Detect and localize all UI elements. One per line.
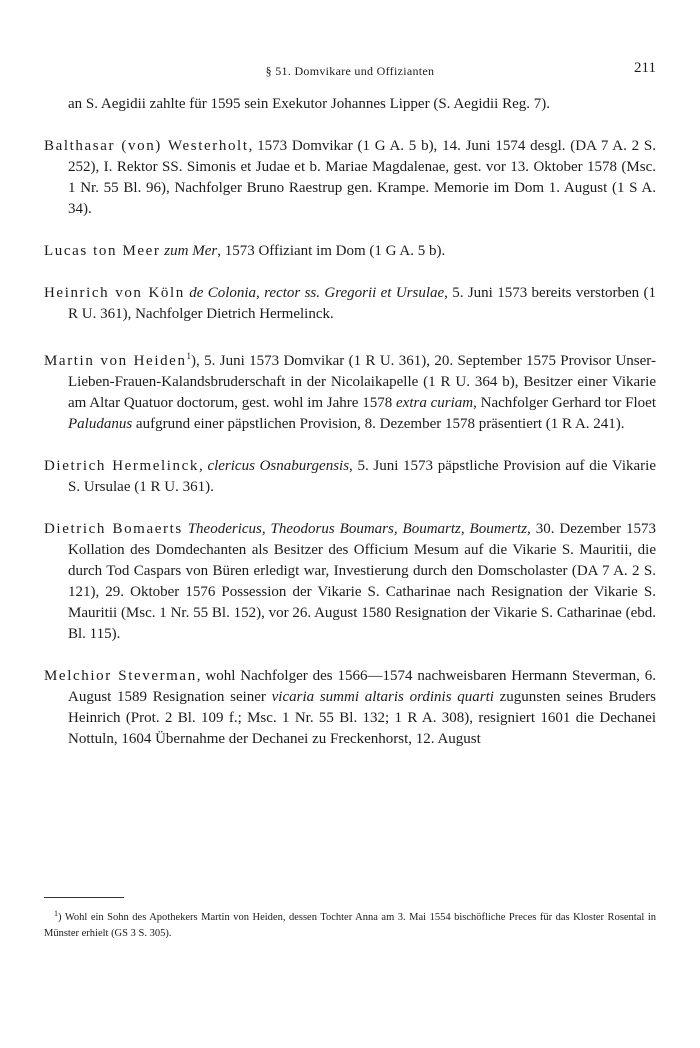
entry-text: , 30. Dezember 1573 Kollation des Domdechanten als Besitzer des Officium Mesum auf die Vikarie S. Mauritii, die durch Tod Caspars von Büren erledigt war, Investierung durch den Domscholaster (DA 7 A. 2 S. 121), 29. Oktober 1576 Possession der Vikarie S. Catharinae nach Resignation der Vikarie S. Mauritii (Msc. 1 Nr. 55 Bl. 152), vor 26. August 1580 Resignation der Vikarie S. Catharinae (ebd. Bl. 115). [68,521,656,642]
entry-name: Lucas ton Meer [44,243,161,259]
entry-text: , wohl Nachfolger des 1566—1574 nachweisbaren Hermann Steverman, 6. August 1589 Resignation seiner [68,668,656,705]
entry-text: an S. Aegidii zahlte für 1595 sein Exekutor Johannes Lipper (S. Aegidii Reg. 7). [68,96,550,112]
entry-italic: extra curiam [396,395,474,411]
entry-italic: zum Mer [164,243,218,259]
entry-name: Heinrich von Köln [44,285,185,301]
entry-name: Martin von Heiden [44,353,187,369]
footnote [44,906,656,942]
footnote-reference: 1 [186,351,192,361]
entry-text: , 1573 Offiziant im Dom (1 G A. 5 b). [217,243,446,259]
document-page [44,0,656,1048]
entry-hermelinck [44,456,656,498]
entry-westerholt [44,136,656,220]
entry-italic: vicaria summi altaris ordinis quarti [271,689,494,705]
page-number: 211 [634,60,656,76]
entry-italic: clericus Osnaburgensis [207,458,350,474]
running-head [44,60,656,82]
entry-steverman [44,666,656,750]
entry-bomaerts [44,519,656,645]
running-title: § 51. Domvikare und Offizianten [265,64,435,78]
entry-text: ), 5. Juni 1573 Domvikar (1 R U. 361), 20. September 1575 Provisor Unser-Lieben-Frauen-Kalandsbruderschaft in der Nicolaikapelle (1 R U. 364 b), Besitzer einer Vikarie am Altar Quatuor doctorum, gest. wohl im Jahre 1578 [68,353,656,411]
body-text [44,94,656,771]
entry-italic: Theodericus, Theodorus Boumars, Boumartz, Boumertz [187,521,528,537]
entry-name: Dietrich Hermelinck [44,458,200,474]
footnote-divider [44,897,124,898]
entry-text: , [199,458,208,474]
entry-text: , 1573 Domvikar (1 G A. 5 b), 14. Juni 1574 desgl. (DA 7 A. 2 S. 252), I. Rektor SS. Simonis et Judae et b. Mariae Magdalenae, gest. vor 13. Oktober 1578 (Msc. 1 Nr. 55 Bl. 96), Nachfolger Bruno Raestrup gen. Krampe. Memorie im Dom 1. August (1 S A. 34). [68,138,656,217]
entry-text: , 5. Juni 1573 bereits verstorben (1 R U. 361), Nachfolger Dietrich Hermelinck. [68,285,657,322]
entry-text: aufgrund einer päpstlichen Provision, 8. Dezember 1578 präsentiert (1 R A. 241). [132,416,625,432]
entry-italic: de Colonia, rector ss. Gregorii et Ursulae [189,285,445,301]
entry-text: , 5. Juni 1573 päpstliche Provision auf die Vikarie S. Ursulae (1 R U. 361). [68,458,656,495]
entry-name: Melchior Steverman [44,668,197,684]
entry-heiden [44,346,656,435]
footnote-text: ) Wohl ein Sohn des Apothekers Martin von Heiden, dessen Tochter Anna am 3. Mai 1554 bischöfliche Preces für das Kloster Rosental in Münster erhielt (GS 3 S. 305). [44,912,656,939]
entry-name: Dietrich Bomaerts [44,521,183,537]
entry-koeln [44,283,656,325]
entry-ton-meer [44,241,656,262]
entry-italic: Paludanus [68,416,133,432]
footnote-mark: 1 [54,909,58,918]
entry-continuation [44,94,656,115]
entry-text: , Nachfolger Gerhard tor Floet [473,395,657,411]
entry-text: zugunsten seines Bruders Heinrich (Prot. 2 Bl. 109 f.; Msc. 1 Nr. 55 Bl. 132; 1 R A. 308), resigniert 1601 die Dechanei Nottuln, 1604 Übernahme der Dechanei zu Freckenhorst, 12. August [68,689,656,747]
entry-name: Balthasar (von) Westerholt [44,138,249,154]
